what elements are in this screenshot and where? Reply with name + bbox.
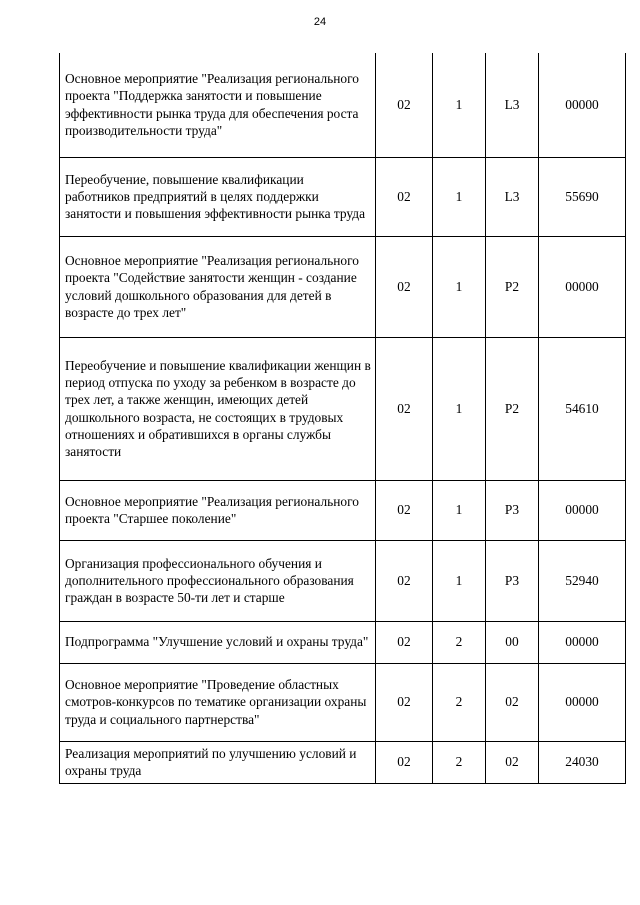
cell-code-3: L3 [486, 157, 539, 236]
cell-code-3: P2 [486, 236, 539, 337]
cell-code-2: 1 [433, 480, 486, 540]
cell-code-2: 2 [433, 663, 486, 741]
cell-code-1: 02 [376, 741, 433, 783]
table-row [60, 621, 626, 663]
cell-code-2: 1 [433, 540, 486, 621]
cell-code-1: 02 [376, 236, 433, 337]
table-row [60, 540, 626, 621]
cell-code-3: L3 [486, 53, 539, 157]
cell-code-2: 2 [433, 621, 486, 663]
cell-code-1: 02 [376, 157, 433, 236]
cell-code-4: 00000 [539, 53, 626, 157]
cell-code-3: 00 [486, 621, 539, 663]
cell-code-4: 00000 [539, 663, 626, 741]
cell-code-4: 54610 [539, 337, 626, 480]
table-row [60, 741, 626, 783]
cell-code-4: 52940 [539, 540, 626, 621]
budget-classification-table [59, 53, 626, 784]
row-description: Переобучение, повышение квалификации работников предприятий в целях поддержки занятости и повышения эффективности рынка труда [60, 157, 376, 236]
table-row [60, 337, 626, 480]
row-description: Подпрограмма "Улучшение условий и охраны труда" [60, 621, 376, 663]
row-description: Организация профессионального обучения и дополнительного профессионального образования граждан в возрасте 50-ти лет и старше [60, 540, 376, 621]
row-description: Основное мероприятие "Реализация регионального проекта "Поддержка занятости и повышение эффективности рынка труда для обеспечения роста производительности труда" [60, 53, 376, 157]
cell-code-1: 02 [376, 480, 433, 540]
cell-code-3: P2 [486, 337, 539, 480]
table-row [60, 480, 626, 540]
table-row [60, 157, 626, 236]
cell-code-1: 02 [376, 663, 433, 741]
table-row [60, 53, 626, 157]
cell-code-2: 1 [433, 236, 486, 337]
cell-code-1: 02 [376, 337, 433, 480]
cell-code-4: 24030 [539, 741, 626, 783]
cell-code-3: 02 [486, 741, 539, 783]
row-description: Реализация мероприятий по улучшению условий и охраны труда [60, 741, 376, 783]
table-row [60, 236, 626, 337]
cell-code-2: 2 [433, 741, 486, 783]
cell-code-2: 1 [433, 53, 486, 157]
table-row [60, 663, 626, 741]
cell-code-4: 00000 [539, 621, 626, 663]
cell-code-1: 02 [376, 621, 433, 663]
cell-code-4: 55690 [539, 157, 626, 236]
page-number: 24 [313, 16, 327, 28]
cell-code-3: 02 [486, 663, 539, 741]
row-description: Основное мероприятие "Реализация регионального проекта "Старшее поколение" [60, 480, 376, 540]
cell-code-2: 1 [433, 337, 486, 480]
row-description: Основное мероприятие "Реализация регионального проекта "Содействие занятости женщин - создание условий дошкольного образования для детей в возрасте до трех лет" [60, 236, 376, 337]
cell-code-4: 00000 [539, 480, 626, 540]
row-description: Основное мероприятие "Проведение областных смотров-конкурсов по тематике организации охраны труда и социального партнерства" [60, 663, 376, 741]
cell-code-3: P3 [486, 540, 539, 621]
cell-code-2: 1 [433, 157, 486, 236]
cell-code-1: 02 [376, 53, 433, 157]
cell-code-3: P3 [486, 480, 539, 540]
cell-code-1: 02 [376, 540, 433, 621]
cell-code-4: 00000 [539, 236, 626, 337]
row-description: Переобучение и повышение квалификации женщин в период отпуска по уходу за ребенком в возрасте до трех лет, а также женщин, имеющих детей дошкольного возраста, не состоящих в трудовых отношениях и обратившихся в органы службы занятости [60, 337, 376, 480]
